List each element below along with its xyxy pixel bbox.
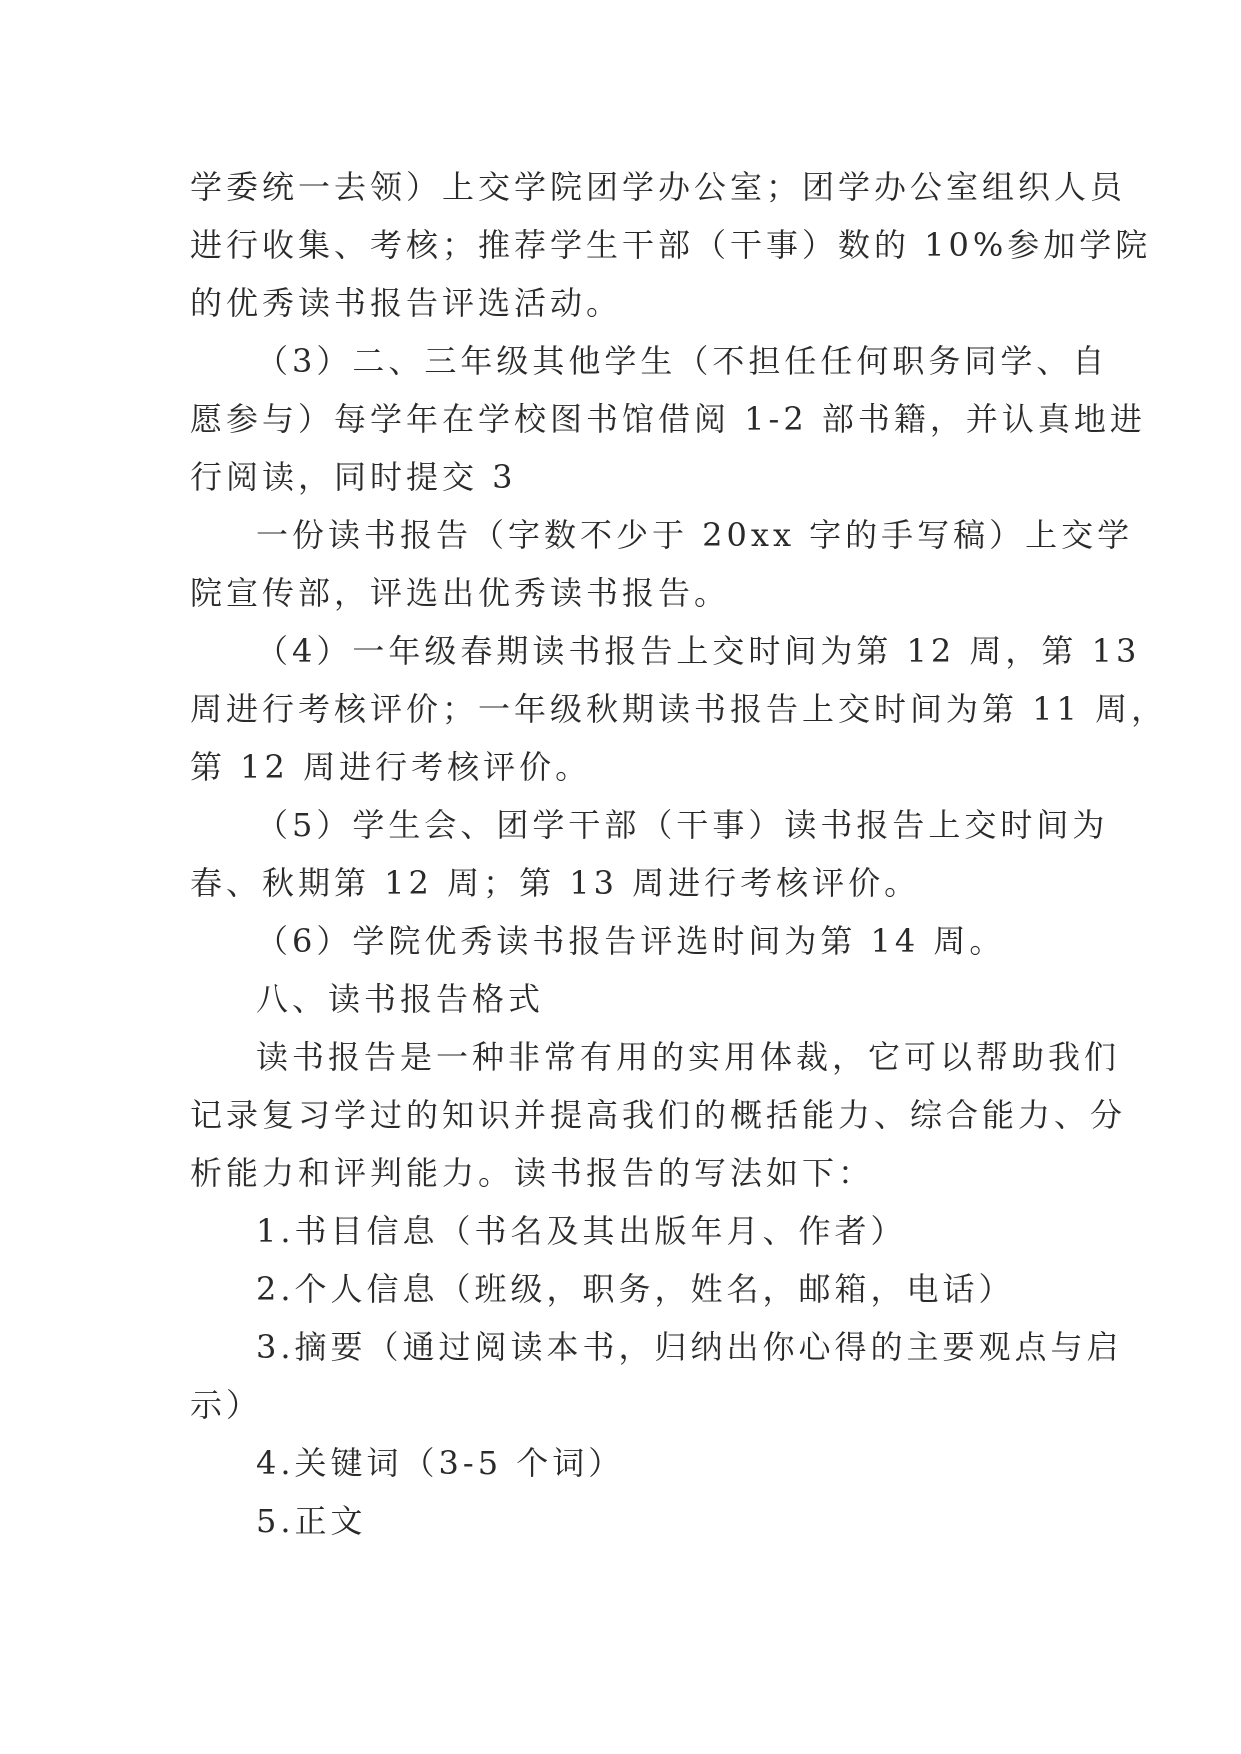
list-item: 1.书目信息（书名及其出版年月、作者） xyxy=(256,1212,907,1250)
text-line: （4）一年级春期读书报告上交时间为第 12 周，第 13 xyxy=(256,632,1141,670)
text-line: （5）学生会、团学干部（干事）读书报告上交时间为 xyxy=(256,806,1109,844)
text-line: 第 12 周进行考核评价。 xyxy=(190,748,592,786)
section-heading: 八、读书报告格式 xyxy=(256,980,545,1018)
list-item: 2.个人信息（班级，职务，姓名，邮箱，电话） xyxy=(256,1270,1015,1308)
text-line: 示） xyxy=(190,1386,263,1424)
text-line: 的优秀读书报告评选活动。 xyxy=(190,284,623,322)
text-line: 析能力和评判能力。读书报告的写法如下： xyxy=(190,1154,875,1192)
text-line: 周进行考核评价；一年级秋期读书报告上交时间为第 11 周， xyxy=(190,690,1168,728)
list-item: 5.正文 xyxy=(256,1502,367,1540)
text-line: 记录复习学过的知识并提高我们的概括能力、综合能力、分 xyxy=(190,1096,1127,1134)
text-line: （6）学院优秀读书报告评选时间为第 14 周。 xyxy=(256,922,1006,960)
text-line: 春、秋期第 12 周；第 13 周进行考核评价。 xyxy=(190,864,921,902)
document-body xyxy=(190,158,1168,1550)
text-line: 学委统一去领）上交学院团学办公室；团学办公室组织人员 xyxy=(190,168,1127,206)
text-line: 进行收集、考核；推荐学生干部（干事）数的 10%参加学院 xyxy=(190,226,1152,264)
text-line: 行阅读，同时提交 3 xyxy=(190,458,517,496)
text-line: 读书报告是一种非常有用的实用体裁，它可以帮助我们 xyxy=(256,1038,1121,1076)
text-line: 愿参与）每学年在学校图书馆借阅 1-2 部书籍，并认真地进 xyxy=(190,400,1146,438)
text-line: （3）二、三年级其他学生（不担任任何职务同学、自 xyxy=(256,342,1109,380)
list-item: 4.关键词（3-5 个词） xyxy=(256,1444,625,1482)
text-line: 院宣传部，评选出优秀读书报告。 xyxy=(190,574,731,612)
text-line: 一份读书报告（字数不少于 20xx 字的手写稿）上交学 xyxy=(256,516,1134,554)
list-item: 3.摘要（通过阅读本书，归纳出你心得的主要观点与启 xyxy=(256,1328,1123,1366)
